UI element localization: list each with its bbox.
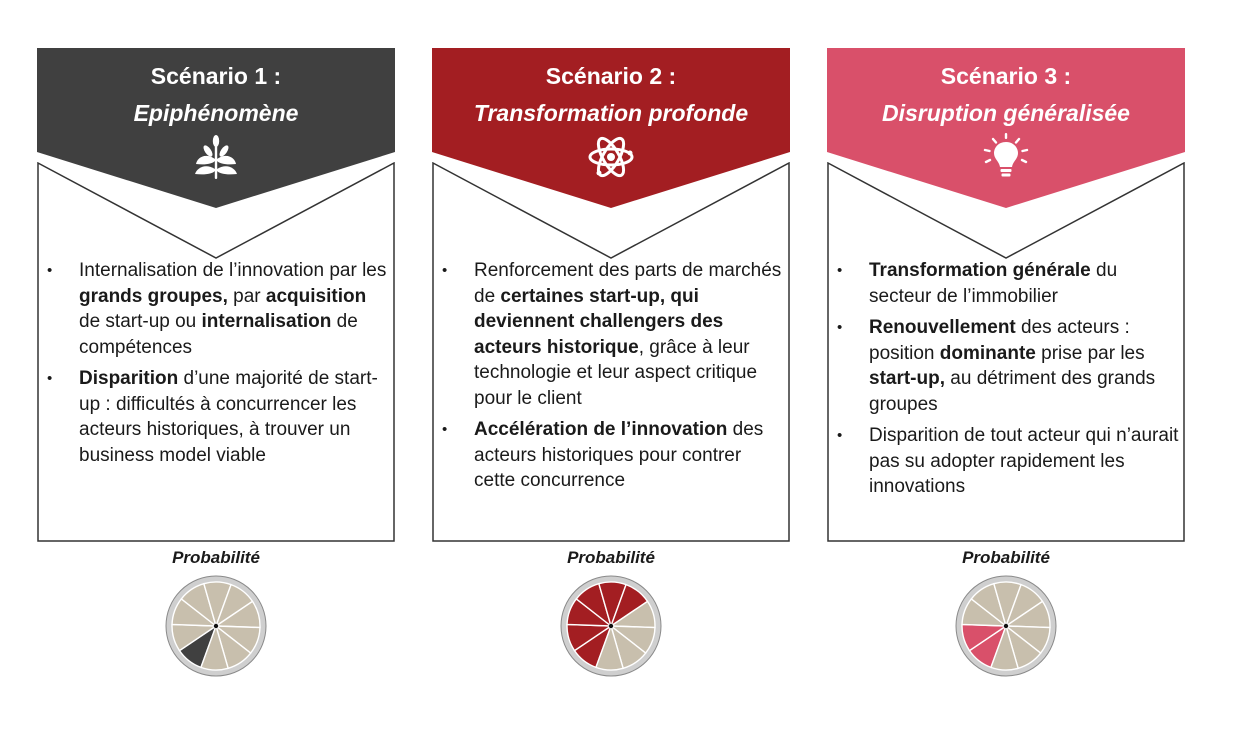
bullet-item (432, 258, 790, 411)
bullet-text-bold: Disparition (79, 368, 179, 389)
lightbulb-icon (981, 132, 1031, 182)
bullet-item (827, 258, 1185, 309)
bullet-text: de compétences (79, 311, 358, 358)
bullet-text-bold: grands groupes, (79, 285, 228, 307)
scenario-name: Epiphénomène (133, 100, 299, 126)
scenario-number: Scénario 2 : (545, 63, 677, 89)
bullet-text-bold: Transformation générale (869, 260, 1091, 281)
bullet-text: Disparition de tout acteur qui n’aurait pas su adopter rapidement les innovations (869, 425, 1179, 497)
bullet-text: Renforcement des parts de marchés de (474, 260, 782, 307)
bullet-text: prise par les (1035, 342, 1145, 364)
scenario-title (432, 58, 790, 132)
scenario-bullet-list (37, 258, 395, 474)
scenario-number: Scénario 1 : (150, 63, 282, 89)
probability-label: Probabilité (567, 548, 655, 567)
bullet-text: par (227, 285, 266, 307)
bullet-item (827, 315, 1185, 417)
bullet-item (432, 417, 790, 494)
scenario-card-1 (37, 48, 395, 688)
scenario-name: Transformation profonde (473, 100, 749, 126)
bullet-text-bold: certaines start-up, qui deviennent challengers des acteurs historique (474, 285, 724, 358)
atom-icon (586, 132, 636, 182)
bullet-text-bold: start-up, (869, 368, 945, 389)
bullet-text-bold: internalisation (201, 311, 332, 332)
probability-label: Probabilité (172, 548, 260, 567)
bullet-text: des acteurs historiques pour contrer cette concurrence (474, 419, 764, 491)
bullet-item (37, 366, 395, 468)
bullet-text: d’une majorité de start-up : difficultés à concurrencer les acteurs historiques, à trouver un business model viable (79, 368, 378, 466)
bullet-text-bold: Accélération de l’innovation (474, 419, 728, 440)
gauge-center-dot (1004, 624, 1008, 628)
scenario-bullet-list (432, 258, 790, 500)
scenario-bullet-list (827, 258, 1185, 506)
probability-label: Probabilité (962, 548, 1050, 567)
scenario-card-3 (827, 48, 1185, 688)
bullet-text: au détriment des grands groupes (869, 368, 1156, 415)
gauge-center-dot (214, 624, 218, 628)
scenario-name: Disruption généralisée (882, 100, 1130, 126)
bullet-text: des acteurs : position (869, 317, 1130, 364)
scenario-card-2 (432, 48, 790, 688)
bullet-text: Internalisation de l’innovation par les (79, 260, 387, 281)
bullet-item (37, 258, 395, 360)
scenario-title (827, 58, 1185, 132)
probability-gauge (164, 574, 268, 678)
wheat-icon (191, 132, 241, 182)
bullet-text-bold: dominante (939, 342, 1036, 364)
bullet-text: du secteur de l’immobilier (869, 260, 1118, 307)
bullet-item (827, 423, 1185, 500)
bullet-text: , grâce à leur technologie et leur aspect critique pour le client (474, 336, 758, 409)
probability-gauge (559, 574, 663, 678)
bullet-text-bold: Renouvellement (869, 317, 1016, 338)
bullet-text: de start-up ou (79, 311, 202, 332)
scenario-number: Scénario 3 : (940, 63, 1072, 89)
gauge-center-dot (609, 624, 613, 628)
probability-gauge (954, 574, 1058, 678)
scenario-title (37, 58, 395, 132)
bullet-text-bold: acquisition (265, 285, 367, 307)
